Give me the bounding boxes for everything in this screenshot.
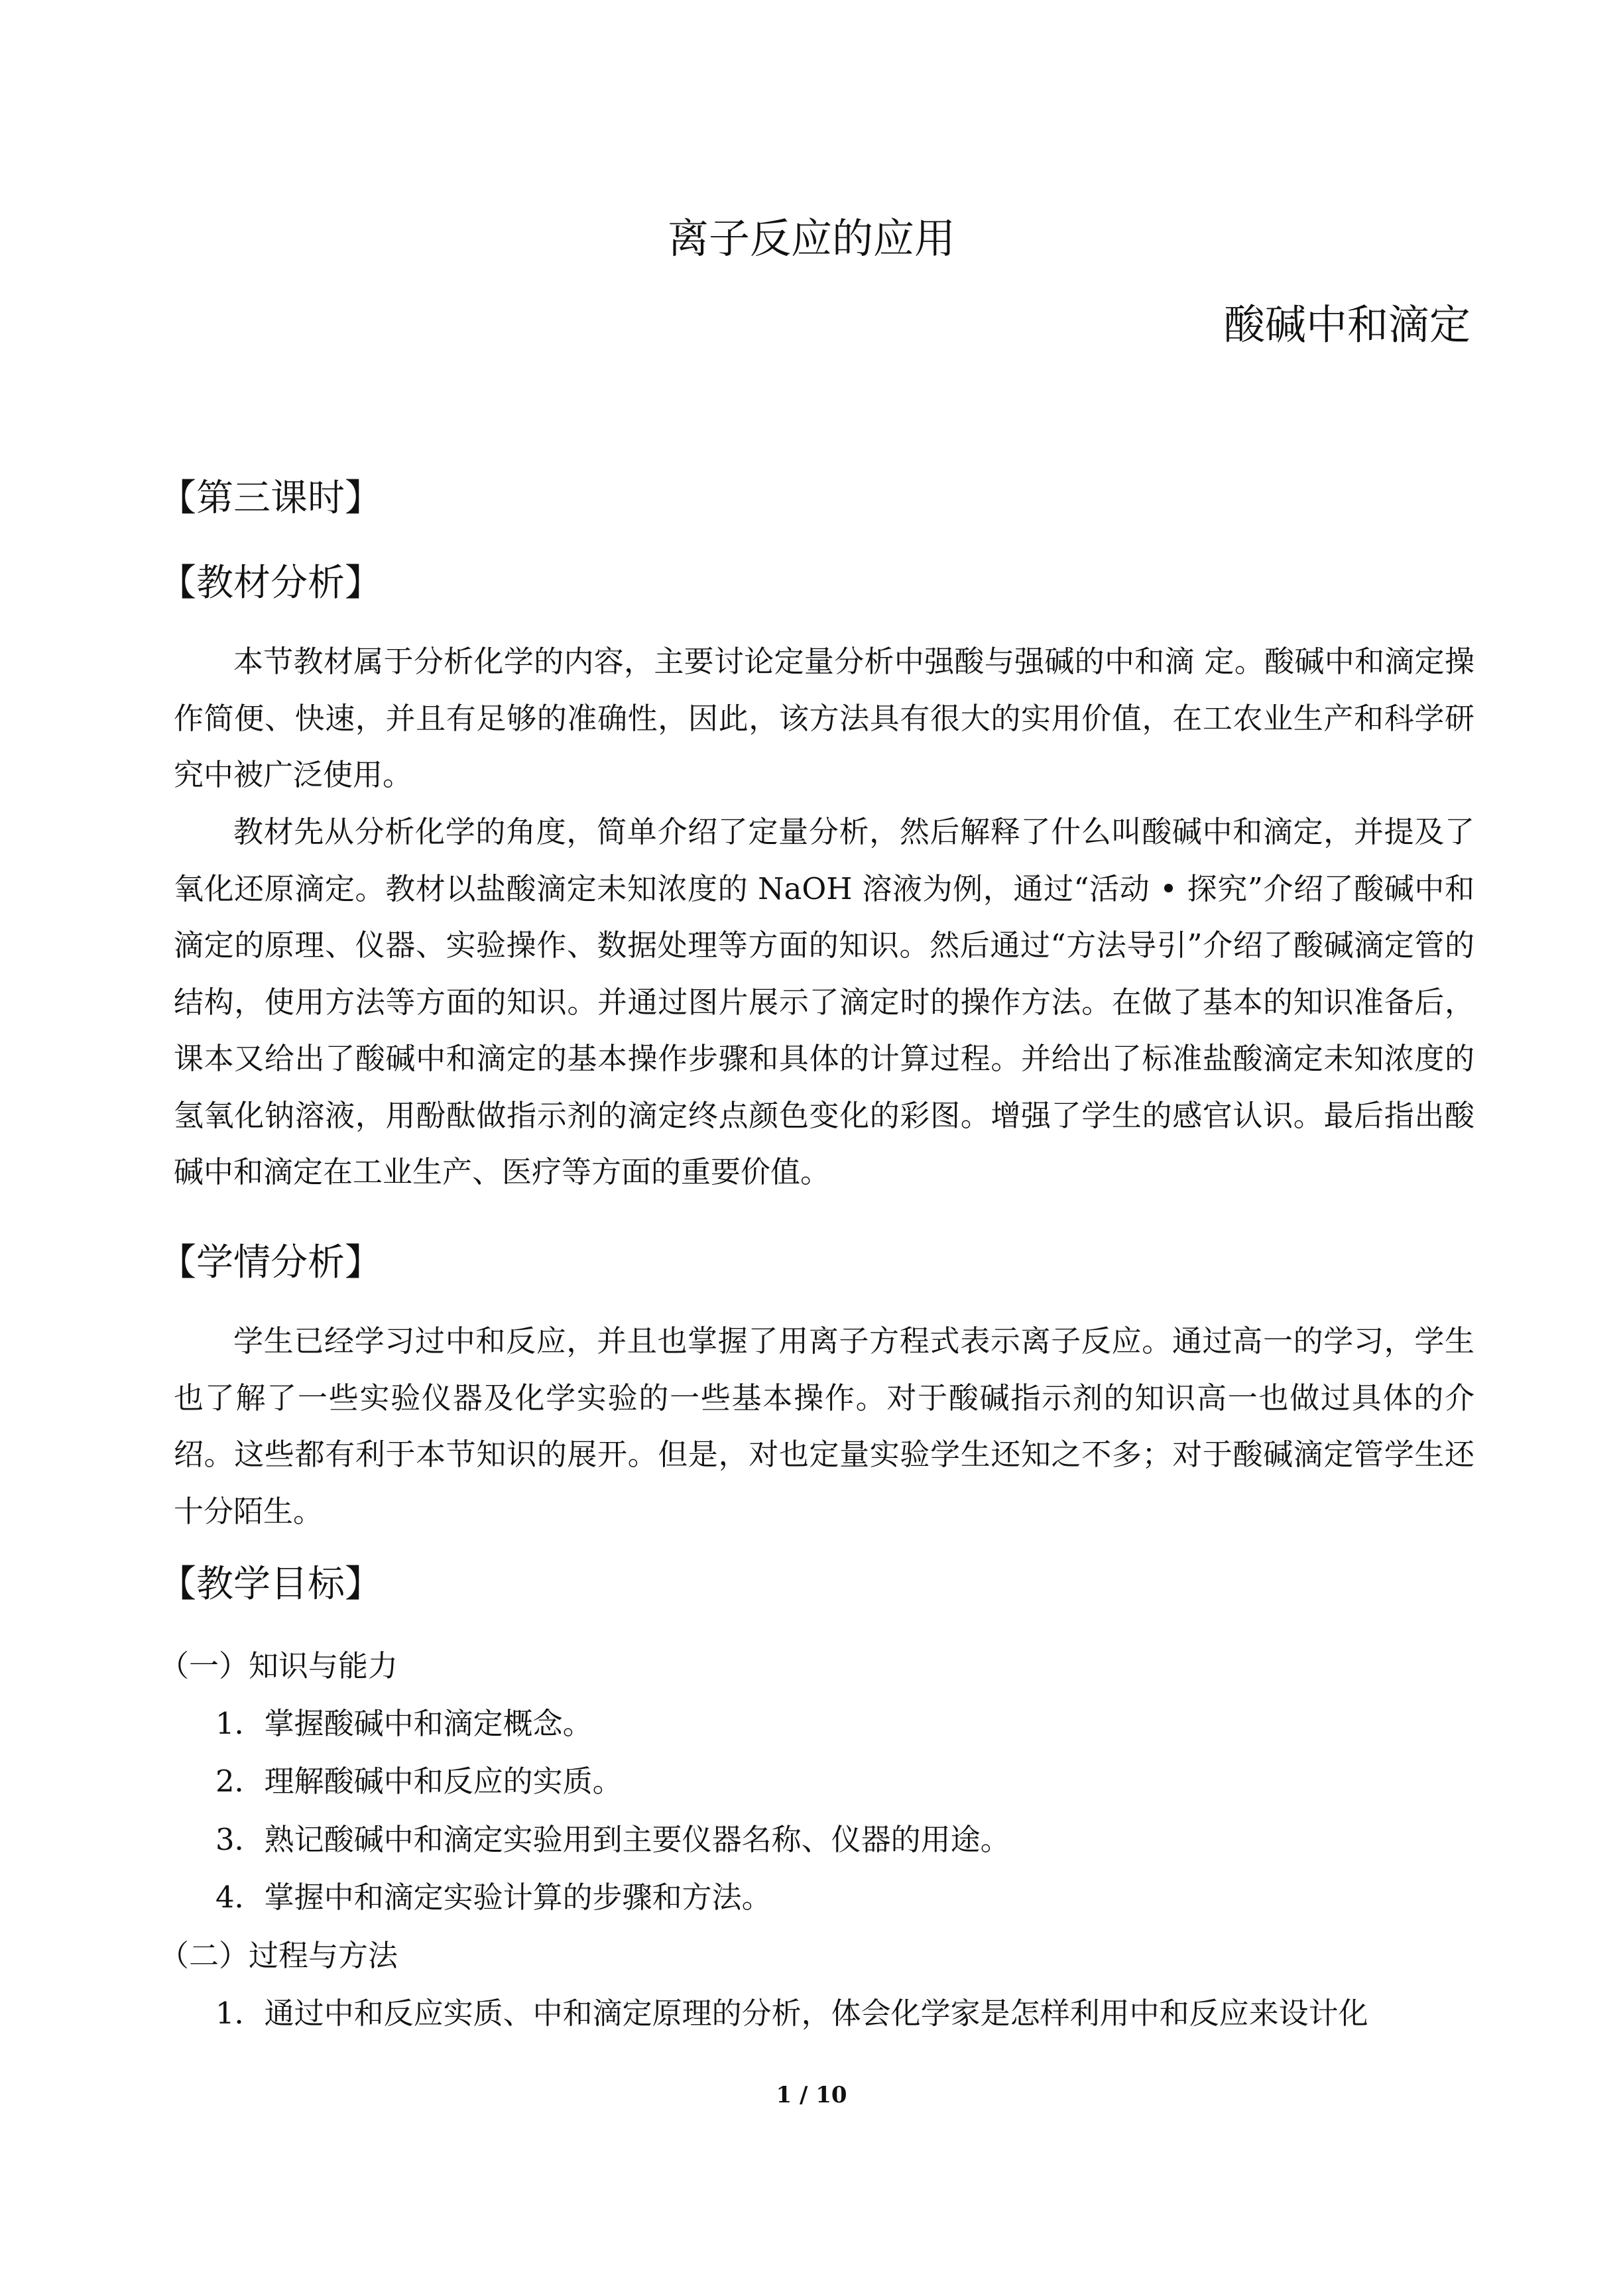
knowledge-item: 1．掌握酸碱中和滴定概念。: [215, 1706, 593, 1741]
knowledge-item: 2．理解酸碱中和反应的实质。: [215, 1764, 623, 1799]
document-title: 离子反应的应用: [667, 214, 955, 263]
document-subtitle: 酸碱中和滴定: [1223, 300, 1471, 349]
heading-lesson: 【第三课时】: [159, 477, 382, 520]
knowledge-item: 4．掌握中和滴定实验计算的步骤和方法。: [215, 1880, 772, 1915]
knowledge-item: 3．熟记酸碱中和滴定实验用到主要仪器名称、仪器的用途。: [215, 1822, 1010, 1857]
textbook-analysis-paragraph-2: 教材先从分析化学的角度，简单介绍了定量分析，然后解释了什么叫酸碱中和滴定，并提及了氧化还原滴定。教材以盐酸滴定未知浓度的 NaOH 溶液为例，通过“活动 • 探究”介绍了酸碱中和滴定的原理、仪器、实验操作、数据处理等方面的知识。然后通过“方法导引”介绍了酸碱滴定管的结构，使用方法等方面的知识。并通过图片展示了滴定时的操作方法。在做了基本的知识准备后，课本又给出了酸碱中和滴定的基本操作步骤和具体的计算过程。并给出了标准盐酸滴定未知浓度的氢氧化钠溶液，用酚酞做指示剂的滴定终点颜色变化的彩图。增强了学生的感官认识。最后指出酸碱中和滴定在工业生产、医疗等方面的重要价值。: [174, 814, 1474, 1189]
textbook-analysis-paragraph-1: 本节教材属于分析化学的内容，主要讨论定量分析中强酸与强碱的中和滴 定。酸碱中和滴定操作简便、快速，并且有足够的准确性，因此，该方法具有很大的实用价值，在工农业生产和科学研究中被广泛使用。: [174, 644, 1474, 792]
heading-textbook-analysis: 【教材分析】: [159, 562, 382, 605]
objectives-knowledge-label: （一）知识与能力: [159, 1648, 398, 1683]
process-item: 1．通过中和反应实质、中和滴定原理的分析，体会化学家是怎样利用中和反应来设计化: [215, 1996, 1368, 2031]
heading-student-analysis: 【学情分析】: [159, 1241, 382, 1284]
heading-objectives: 【教学目标】: [159, 1563, 382, 1606]
objectives-process-label: （二）过程与方法: [159, 1938, 398, 1973]
page-number: 1 / 10: [776, 2082, 847, 2108]
student-analysis-paragraph: 学生已经学习过中和反应，并且也掌握了用离子方程式表示离子反应。通过高一的学习，学生也了解了一些实验仪器及化学实验的一些基本操作。对于酸碱指示剂的知识高一也做过具体的介绍。这些都有利于本节知识的展开。但是，对也定量实验学生还知之不多；对于酸碱滴定管学生还十分陌生。: [174, 1323, 1474, 1529]
